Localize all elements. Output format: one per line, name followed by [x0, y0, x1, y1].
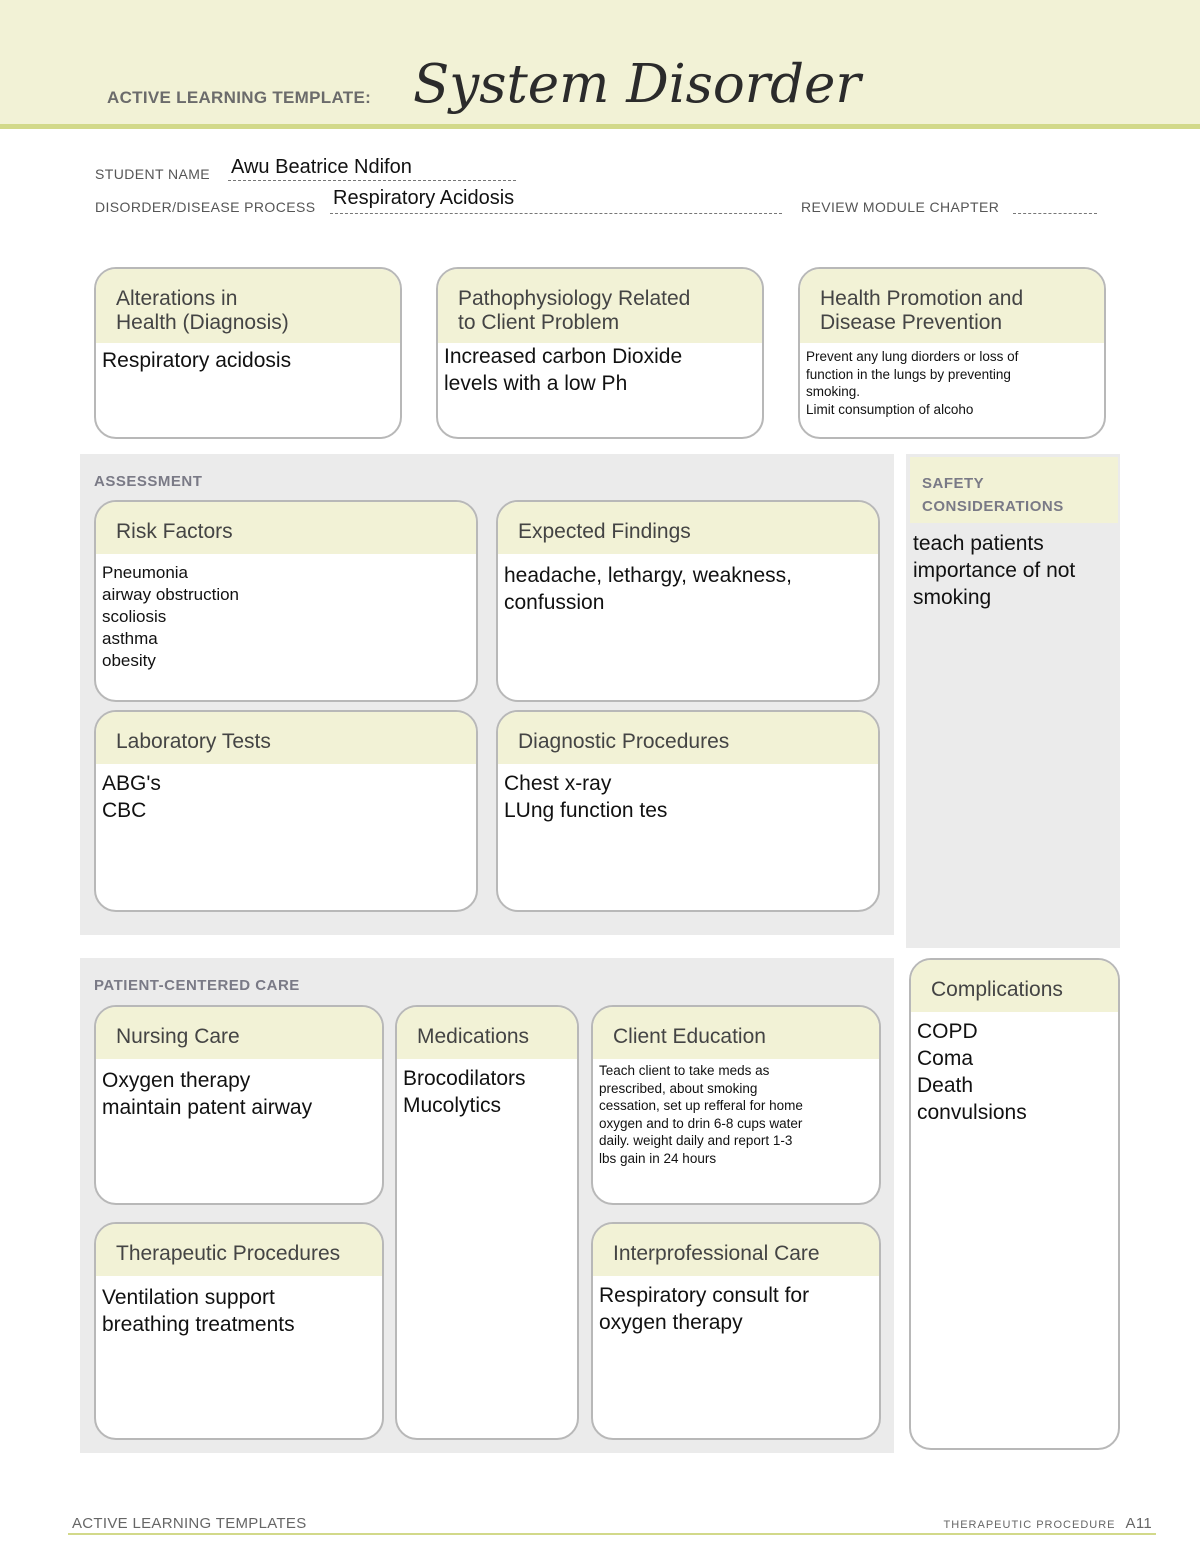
alterations-box	[94, 267, 402, 439]
medications-title: Medications	[397, 1007, 577, 1059]
risk-factors-title: Risk Factors	[96, 502, 476, 554]
interprofessional-care-text[interactable]: Respiratory consult for oxygen therapy	[599, 1284, 810, 1334]
complications-box	[909, 958, 1120, 1450]
laboratory-tests-text[interactable]: ABG's CBC	[102, 772, 161, 822]
safety-label: SAFETY CONSIDERATIONS	[922, 475, 1064, 515]
footer-section: THERAPEUTIC PROCEDURE	[943, 1519, 1116, 1531]
laboratory-tests-title: Laboratory Tests	[96, 712, 476, 764]
alterations-title: Alterations in Health (Diagnosis)	[96, 269, 400, 343]
therapeutic-procedures-text[interactable]: Ventilation support breathing treatments	[102, 1286, 295, 1336]
client-education-title: Client Education	[593, 1007, 879, 1059]
student-name-field[interactable]: Awu Beatrice Ndifon	[231, 156, 412, 178]
nursing-care-title: Nursing Care	[96, 1007, 382, 1059]
risk-factors-box	[94, 500, 478, 702]
template-label: ACTIVE LEARNING TEMPLATE:	[107, 88, 372, 107]
pathophysiology-box	[436, 267, 764, 439]
client-education-text[interactable]: Teach client to take meds as prescribed, about smoking cessation, set up refferal for home oxygen and to drin 6-8 cups water daily. weight daily and report 1-3 lbs gain in 24 hours	[599, 1063, 803, 1166]
therapeutic-procedures-title: Therapeutic Procedures	[96, 1224, 382, 1276]
footer-left: ACTIVE LEARNING TEMPLATES	[72, 1515, 307, 1532]
interprofessional-care-title: Interprofessional Care	[593, 1224, 879, 1276]
footer-rule	[68, 1533, 1156, 1535]
patient-care-label: PATIENT-CENTERED CARE	[94, 977, 300, 994]
disorder-line	[330, 213, 782, 214]
medications-text[interactable]: Brocodilators Mucolytics	[403, 1067, 526, 1117]
complications-title: Complications	[911, 960, 1118, 1012]
disorder-field[interactable]: Respiratory Acidosis	[333, 187, 515, 209]
client-education-box	[591, 1005, 881, 1205]
footer-right	[944, 1515, 1152, 1532]
health-promotion-box	[798, 267, 1106, 439]
medications-box	[395, 1005, 579, 1440]
complications-text[interactable]: COPD Coma Death convulsions	[917, 1020, 1027, 1124]
therapeutic-procedures-box	[94, 1222, 384, 1440]
student-name-line	[228, 180, 516, 181]
health-promotion-text[interactable]: Prevent any lung diorders or loss of function in the lungs by preventing smoking. Limit consumption of alcoho	[806, 349, 1019, 417]
interprofessional-care-box	[591, 1222, 881, 1440]
safety-text[interactable]: teach patients importance of not smoking	[913, 532, 1076, 609]
nursing-care-text[interactable]: Oxygen therapy maintain patent airway	[102, 1069, 313, 1119]
risk-factors-text[interactable]: Pneumonia airway obstruction scoliosis asthma obesity	[102, 563, 240, 670]
student-name-label: STUDENT NAME	[95, 166, 210, 182]
nursing-care-box	[94, 1005, 384, 1205]
pathophysiology-text[interactable]: Increased carbon Dioxide levels with a low Ph	[444, 345, 683, 395]
health-promotion-title: Health Promotion and Disease Prevention	[800, 269, 1104, 343]
alterations-text[interactable]: Respiratory acidosis	[102, 349, 292, 372]
disorder-label: DISORDER/DISEASE PROCESS	[95, 199, 316, 215]
expected-findings-box	[496, 500, 880, 702]
review-module-field[interactable]	[1013, 213, 1097, 214]
assessment-label: ASSESSMENT	[94, 473, 203, 490]
laboratory-tests-box	[94, 710, 478, 912]
pathophysiology-title: Pathophysiology Related to Client Problem	[438, 269, 762, 343]
diagnostic-procedures-text[interactable]: Chest x-ray LUng function tes	[504, 772, 668, 822]
header-rule	[0, 124, 1200, 129]
diagnostic-procedures-title: Diagnostic Procedures	[498, 712, 878, 764]
footer-page-number: A11	[1125, 1515, 1152, 1532]
expected-findings-text[interactable]: headache, lethargy, weakness, confussion	[504, 564, 792, 614]
diagnostic-procedures-box	[496, 710, 880, 912]
safety-panel	[906, 454, 1120, 948]
review-module-label: REVIEW MODULE CHAPTER	[801, 199, 1000, 215]
template-title: System Disorder	[413, 54, 861, 115]
expected-findings-title: Expected Findings	[498, 502, 878, 554]
